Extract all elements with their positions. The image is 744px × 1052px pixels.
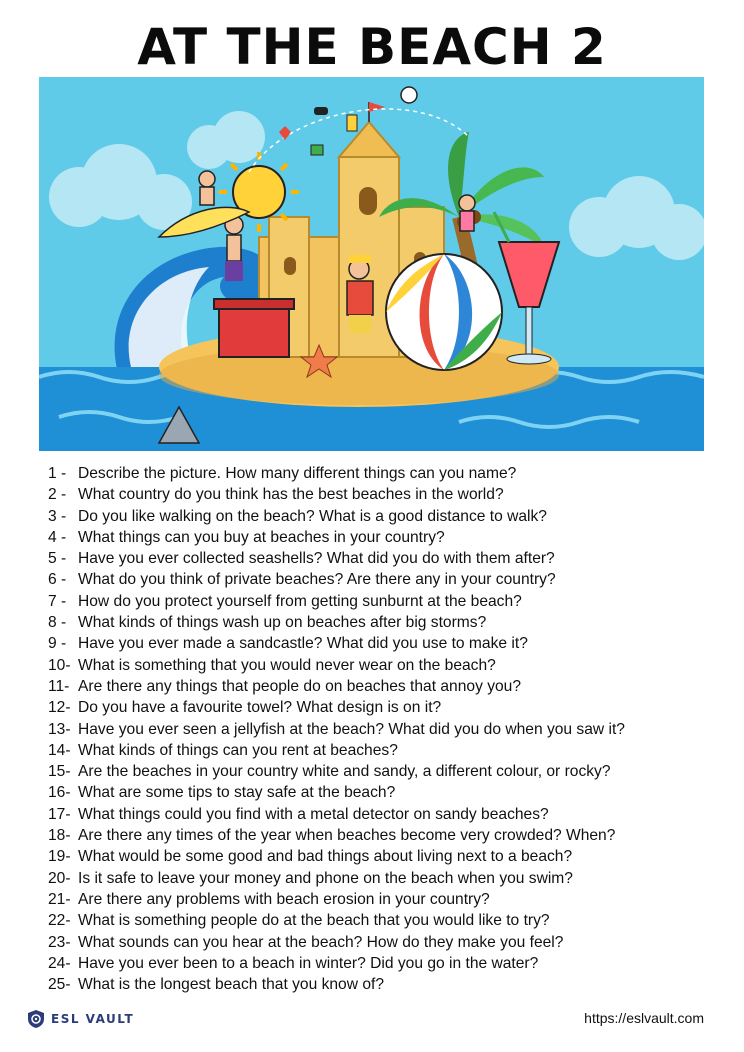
question-item: 8 - What kinds of things wash up on beaches after big storms? (48, 614, 487, 632)
question-item: 23- What sounds can you hear at the beach? How do they make you feel? (48, 933, 564, 951)
question-item: 17- What things could you find with a metal detector on sandy beaches? (48, 805, 549, 823)
question-item: 6 - What do you think of private beaches? Are there any in your country? (48, 571, 556, 589)
question-item: 10- What is something that you would never wear on the beach? (48, 656, 496, 674)
question-item: 16- What are some tips to stay safe at the beach? (48, 784, 396, 802)
beach-illustration (39, 77, 704, 451)
question-item: 12- Do you have a favourite towel? What design is on it? (48, 699, 442, 717)
site-url-link[interactable]: https://eslvault.com (584, 1010, 704, 1026)
question-item: 18- Are there any times of the year when beaches become very crowded? When? (48, 827, 616, 845)
beach-ball (386, 254, 502, 370)
question-item: 21- Are there any problems with beach erosion in your country? (48, 890, 490, 908)
question-item: 19- What would be some good and bad things about living next to a beach? (48, 848, 573, 866)
question-item: 25- What is the longest beach that you know of? (48, 976, 384, 994)
question-list (48, 463, 708, 995)
question-item: 7 - How do you protect yourself from getting sunburnt at the beach? (48, 592, 522, 610)
question-item: 4 - What things can you buy at beaches in your country? (48, 528, 445, 546)
question-item: 2 - What country do you think has the best beaches in the world? (48, 486, 504, 504)
question-item: 20- Is it safe to leave your money and phone on the beach when you swim? (48, 869, 573, 887)
beach-scene-graphic (39, 77, 704, 451)
question-item: 22- What is something people do at the beach that you would like to try? (48, 912, 550, 930)
logo-text: ESL VAULT (51, 1012, 135, 1026)
question-item: 9 - Have you ever made a sandcastle? What did you use to make it? (48, 635, 528, 653)
question-item: 24- Have you ever been to a beach in winter? Did you go in the water? (48, 954, 539, 972)
bucket (214, 299, 294, 357)
question-item: 13- Have you ever seen a jellyfish at the beach? What did you do when you saw it? (48, 720, 625, 738)
page-title: AT THE BEACH 2 (137, 18, 607, 76)
question-item: 11- Are there any things that people do on beaches that annoy you? (48, 677, 522, 695)
shield-icon (27, 1009, 45, 1029)
question-item: 5 - Have you ever collected seashells? What did you do with them after? (48, 550, 555, 568)
question-item: 14- What kinds of things can you rent at beaches? (48, 741, 398, 759)
esl-vault-logo[interactable] (27, 1008, 134, 1030)
question-item: 1 - Describe the picture. How many different things can you name? (48, 465, 517, 482)
question-item: 3 - Do you like walking on the beach? What is a good distance to walk? (48, 507, 547, 525)
question-item: 15- Are the beaches in your country white and sandy, a different colour, or rocky? (48, 763, 611, 781)
